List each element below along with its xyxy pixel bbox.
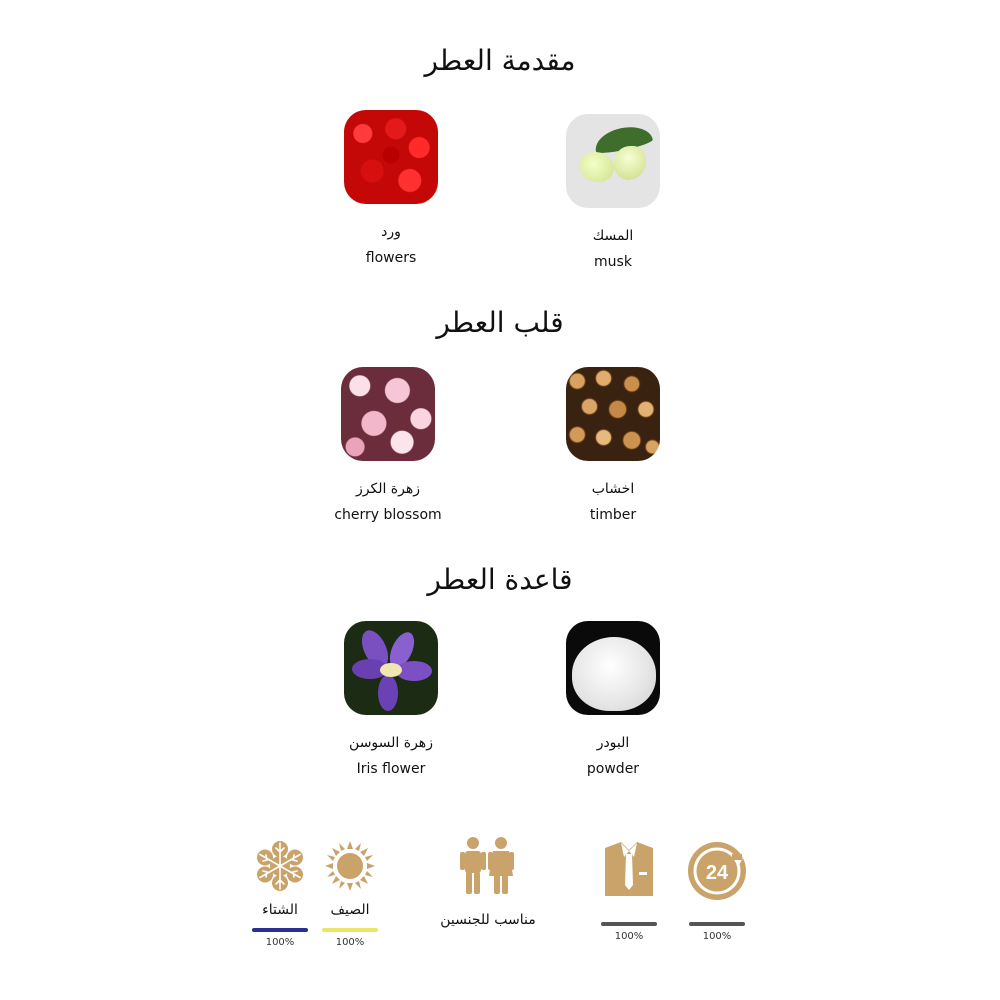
formal-bar (601, 922, 657, 926)
musk-crystals-image (566, 114, 660, 208)
note-ar-label: ورد (381, 224, 401, 240)
unisex-attribute (420, 836, 556, 928)
winter-label: الشتاء (262, 902, 298, 918)
winter-attribute (248, 840, 312, 948)
note-ar-label: زهرة السوسن (349, 735, 433, 751)
note-flowers (291, 110, 491, 266)
base-notes-title: قاعدة العطر (427, 563, 573, 596)
shirt-tie-icon (601, 840, 657, 898)
cherry-blossom-image (341, 367, 435, 461)
note-timber (513, 367, 713, 523)
unisex-label: مناسب للجنسين (440, 912, 536, 928)
powder-image (566, 621, 660, 715)
note-en-label: timber (589, 507, 637, 523)
24-hours-icon (686, 840, 748, 902)
heart-notes-title: قلب العطر (436, 306, 564, 339)
longevity-percent: 100% (702, 931, 732, 942)
note-iris-flower (291, 621, 491, 777)
note-ar-label: المسك (592, 228, 634, 244)
note-ar-label: اخشاب (591, 481, 635, 497)
winter-bar (252, 928, 308, 932)
24-hours-text: 24 (705, 862, 729, 884)
note-en-label: cherry blossom (334, 507, 442, 523)
note-en-label: Iris flower (356, 761, 426, 777)
top-notes-title: مقدمة العطر (424, 44, 576, 77)
timber-logs-image (566, 367, 660, 461)
note-musk (513, 114, 713, 270)
formal-percent: 100% (614, 931, 644, 942)
red-roses-image (344, 110, 438, 204)
note-ar-label: البودر (596, 735, 630, 751)
iris-flower-image (344, 621, 438, 715)
snowflake-icon (254, 840, 306, 892)
longevity-bar (689, 922, 745, 926)
boy-girl-icon (455, 836, 521, 896)
summer-percent: 100% (335, 937, 365, 948)
note-en-label: musk (594, 254, 632, 270)
note-en-label: powder (586, 761, 640, 777)
longevity-attribute (684, 840, 750, 942)
summer-attribute (318, 840, 382, 948)
note-en-label: flowers (365, 250, 417, 266)
note-cherry-blossom (288, 367, 488, 523)
winter-percent: 100% (265, 937, 295, 948)
note-powder (513, 621, 713, 777)
formal-attribute (596, 840, 662, 942)
summer-bar (322, 928, 378, 932)
summer-label: الصيف (330, 902, 370, 918)
sun-icon (323, 840, 377, 892)
note-ar-label: زهرة الكرز (355, 481, 421, 497)
